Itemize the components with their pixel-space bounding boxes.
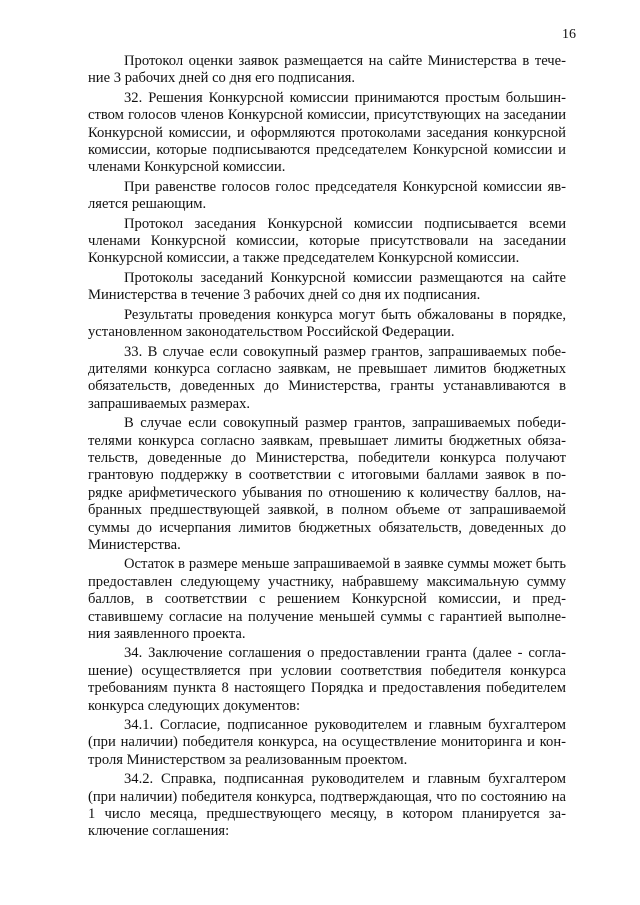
paragraph-appeal: Результаты проведения конкурса могут быть обжалованы в порядке, установленном законодательством Российской Федерации. (88, 306, 566, 341)
paragraph-34-agreement: 34. Заключение соглашения о предоставлении гранта (далее - соглашение) осуществляется при условии соответствия победителя конкурса требованиям пункта 8 настоящего Порядка и предоставления победителем конкурса следующих документов: (88, 645, 566, 714)
paragraph-32-decisions: 32. Решения Конкурсной комиссии принимаются простым большинством голосов членов Конкурсной комиссии, присутствующих на заседании Конкурсной комиссии, и оформляются протоколами заседания конкурсной комиссии, которые подписываются председателем Конкурсной комиссии и членами Конкурсной комиссии. (88, 89, 566, 176)
paragraph-protocol-signing: Протокол заседания Конкурсной комиссии подписывается всеми членами Конкурсной комиссии, которые присутствовали на заседании Конкурсной комиссии, а также председателем Конкурсной комиссии. (88, 215, 566, 267)
paragraph-34-1-consent: 34.1. Согласие, подписанное руководителем и главным бухгалтером (при наличии) победителя конкурса, на осуществление мониторинга и контроля Министерством за реализованным проектом. (88, 717, 566, 768)
paragraph-protocol-publication: Протокол оценки заявок размещается на сайте Министерства в течение 3 рабочих дней со дня его подписания. (88, 53, 566, 87)
paragraph-grants-exceed-limits: В случае если совокупный размер грантов, запрашиваемых победителями конкурса согласно заявкам, превышает лимиты бюджетных обязательств, доведенные до Министерства, победители конкурса получают грантовую поддержку в соответствии с итоговыми баллами заявок в порядке арифметического убывания по отношению к количеству баллов, набранных предшествующей заявкой, в полном объеме от запрашиваемой суммы до исчерпания лимитов бюджетных обязательств, доведенных до Министерства. (88, 415, 566, 553)
paragraph-protocols-publication: Протоколы заседаний Конкурсной комиссии размещаются на сайте Министерства в течение 3 рабочих дней со дня их подписания. (88, 269, 566, 304)
paragraph-tie-vote: При равенстве голосов голос председателя Конкурсной комиссии является решающим. (88, 178, 566, 213)
paragraph-33-grants-within-limits: 33. В случае если совокупный размер грантов, запрашиваемых победителями конкурса согласно заявкам, не превышает лимитов бюджетных обязательств, доведенных до Министерства, гранты устанавливаются в запрашиваемых размерах. (88, 343, 566, 412)
body-text (88, 53, 566, 841)
paragraph-remainder: Остаток в размере меньше запрашиваемой в заявке суммы может быть предоставлен следующему участнику, набравшему максимальную сумму баллов, в соответствии с решением Конкурсной комиссии, и представившему согласие на получение меньшей суммы с гарантией выполнения заявленного проекта. (88, 556, 566, 642)
page-number: 16 (562, 27, 576, 42)
paragraph-34-2-certificate: 34.2. Справка, подписанная руководителем и главным бухгалтером (при наличии) победителя конкурса, подтверждающая, что по состоянию на 1 число месяца, предшествующего месяцу, в котором планируется заключение соглашения: (88, 771, 566, 840)
